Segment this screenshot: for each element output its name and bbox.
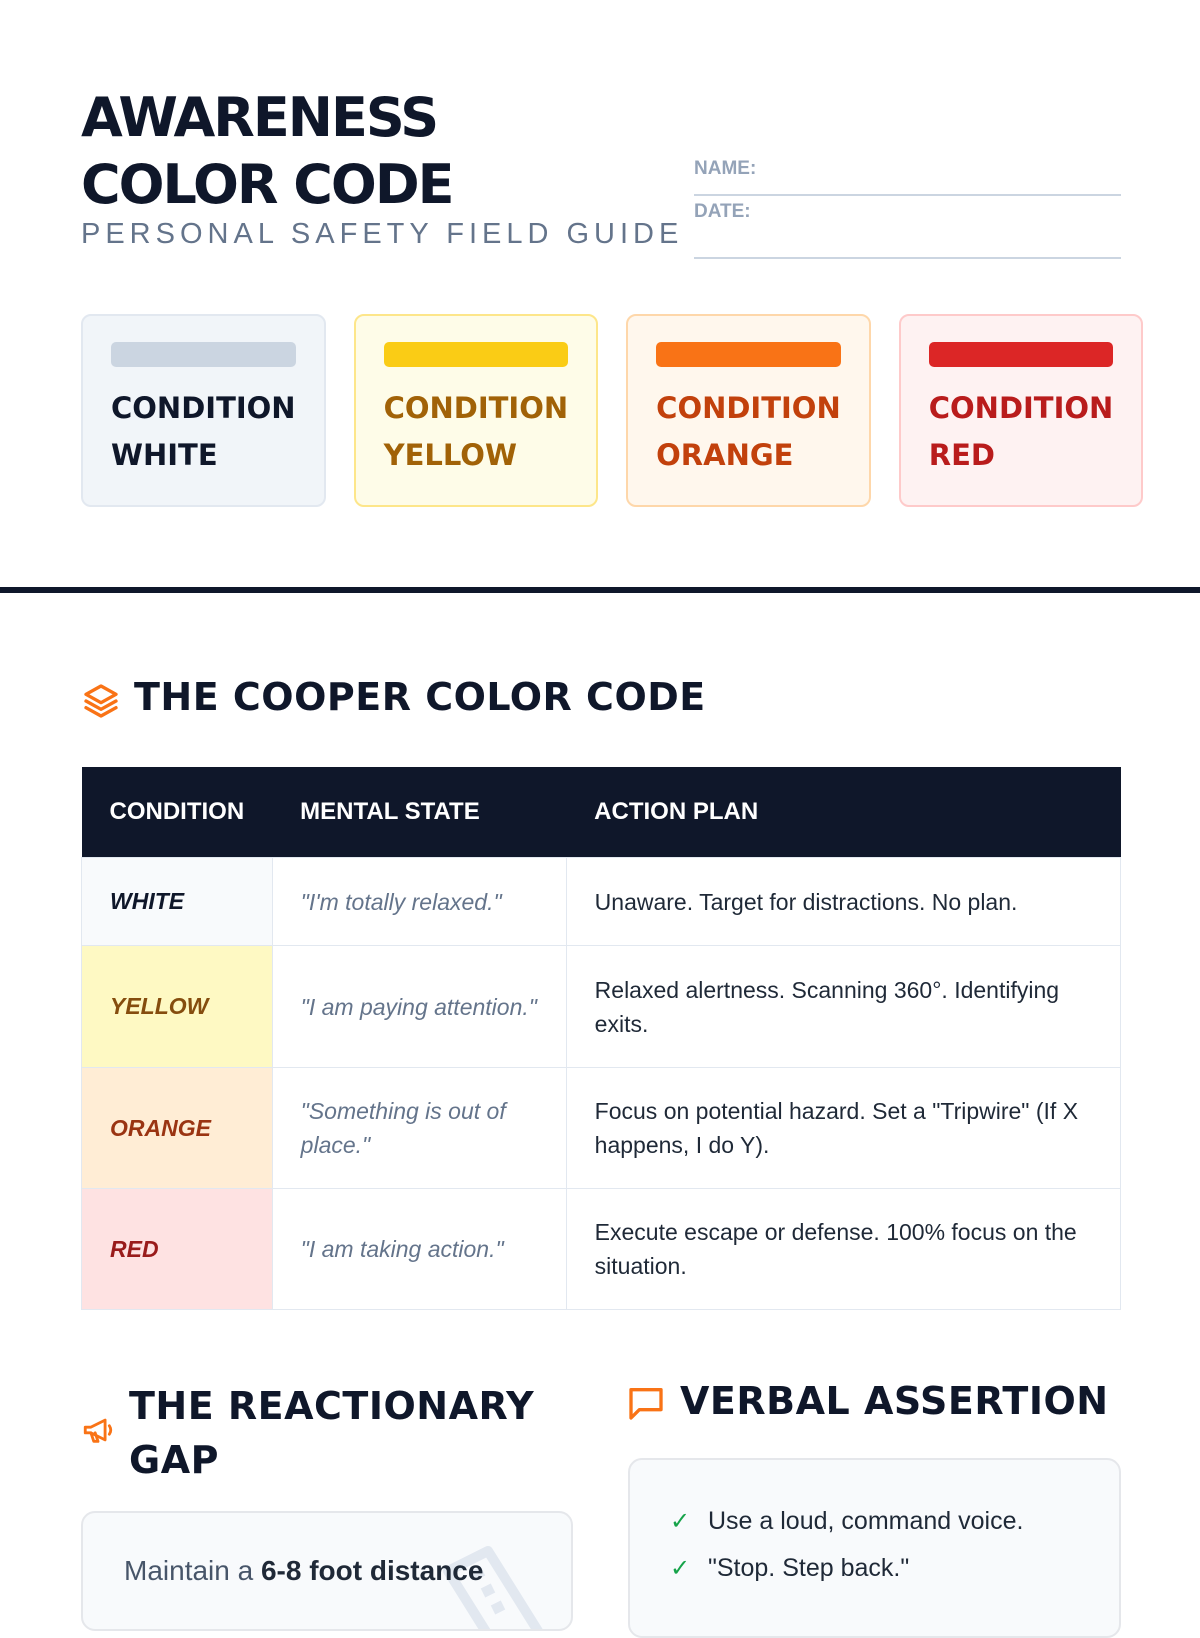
condition-label: CONDITION YELLOW xyxy=(383,391,569,472)
reactionary-gap-card xyxy=(81,1511,573,1631)
reactionary-gap-title xyxy=(129,1379,534,1487)
condition-label: CONDITION ORANGE xyxy=(656,391,841,472)
cooper-table xyxy=(81,767,1121,1310)
table-row xyxy=(82,946,1121,1068)
verbal-assertion-card xyxy=(628,1458,1121,1638)
verbal-assertion-title: VERBAL ASSERTION xyxy=(680,1379,1109,1423)
action-plan-cell: Relaxed alertness. Scanning 360°. Identifying exits. xyxy=(566,946,1120,1068)
megaphone-icon xyxy=(81,1413,115,1447)
header xyxy=(81,84,1121,274)
name-field[interactable] xyxy=(694,158,1121,196)
condition-color-bar xyxy=(656,342,841,367)
condition-color-bar xyxy=(111,342,296,367)
check-icon: ✓ xyxy=(670,1555,691,1582)
gap-text-prefix: Maintain a xyxy=(124,1555,261,1586)
column-header-condition: CONDITION xyxy=(82,767,273,858)
condition-label: CONDITION WHITE xyxy=(111,391,296,472)
condition-cell: YELLOW xyxy=(82,946,273,1068)
verbal-assertion-list xyxy=(670,1498,1023,1592)
reactionary-gap-title-line-1: THE REACTIONARY xyxy=(129,1384,535,1428)
mental-state-cell: "I am paying attention." xyxy=(272,946,566,1068)
title-line-2: COLOR CODE xyxy=(81,153,453,216)
condition-cell: RED xyxy=(82,1189,273,1310)
mental-state-cell: "Something is out of place." xyxy=(272,1068,566,1189)
condition-color-bar xyxy=(929,342,1114,367)
gap-text-distance: 6-8 foot distance xyxy=(260,1555,484,1586)
condition-card-yellow xyxy=(354,314,599,507)
check-icon: ✓ xyxy=(670,1508,691,1535)
action-plan-cell: Focus on potential hazard. Set a "Tripwire" (If X happens, I do Y). xyxy=(566,1068,1120,1189)
condition-cards xyxy=(81,314,1121,507)
mental-state-cell: "I am taking action." xyxy=(272,1189,566,1310)
list-item xyxy=(670,1498,1023,1545)
condition-card-orange xyxy=(626,314,871,507)
title-line-1: AWARENESS xyxy=(81,86,438,149)
table-row xyxy=(82,1068,1121,1189)
mental-state-cell: "I'm totally relaxed." xyxy=(272,858,566,946)
condition-label: CONDITION RED xyxy=(928,391,1114,472)
condition-cell: ORANGE xyxy=(82,1068,273,1189)
column-header-mental-state: MENTAL STATE xyxy=(272,767,566,858)
layers-icon xyxy=(81,681,121,721)
condition-card-white xyxy=(81,314,326,507)
column-header-action-plan: ACTION PLAN xyxy=(566,767,1120,858)
table-header-row xyxy=(82,767,1121,858)
speech-bubble-icon xyxy=(626,1383,666,1423)
reactionary-gap-text xyxy=(124,1555,483,1587)
list-item-text: "Stop. Step back." xyxy=(708,1554,910,1582)
condition-cell: WHITE xyxy=(82,858,273,946)
section-divider xyxy=(0,587,1200,593)
action-plan-cell: Unaware. Target for distractions. No plan. xyxy=(566,858,1120,946)
date-label: DATE: xyxy=(694,201,751,222)
condition-card-red xyxy=(899,314,1144,507)
page-subtitle: PERSONAL SAFETY FIELD GUIDE xyxy=(81,218,684,250)
table-row xyxy=(82,1189,1121,1310)
info-fields xyxy=(694,158,1121,259)
list-item xyxy=(670,1545,1023,1592)
condition-color-bar xyxy=(384,342,569,367)
list-item-text: Use a loud, command voice. xyxy=(708,1507,1024,1535)
cooper-section-title: THE COOPER COLOR CODE xyxy=(134,675,706,719)
name-label: NAME: xyxy=(694,158,757,179)
action-plan-cell: Execute escape or defense. 100% focus on the situation. xyxy=(566,1189,1120,1310)
table-row xyxy=(82,858,1121,946)
date-field[interactable] xyxy=(694,196,1121,259)
reactionary-gap-title-line-2: GAP xyxy=(129,1438,219,1482)
